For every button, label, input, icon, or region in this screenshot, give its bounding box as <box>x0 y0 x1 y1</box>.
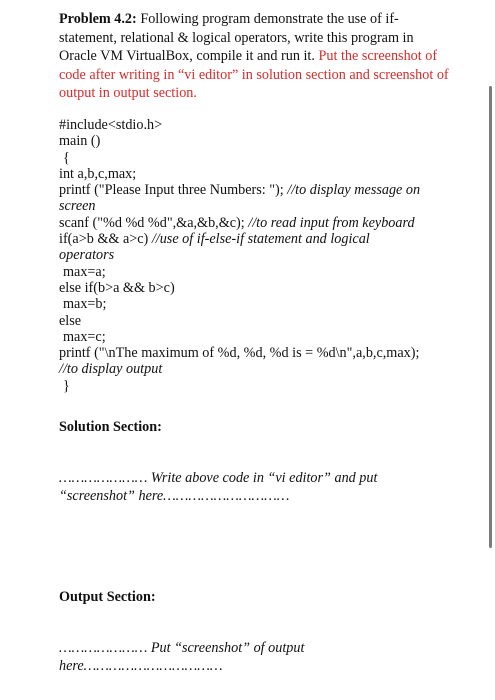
vertical-scrollbar[interactable] <box>489 86 492 548</box>
code-line-printf-result: printf ("\nThe maximum of %d, %d, %d is = %d\n",a,b,c,max); <box>59 345 420 362</box>
problem-statement <box>59 10 453 103</box>
code-line-include: #include<stdio.h> <box>59 117 163 133</box>
code-comment: //to display message on <box>287 182 421 199</box>
solution-heading: Solution Section: <box>59 419 162 435</box>
output-placeholder: ………………… Put “screenshot” of output here…………………………… <box>59 640 305 674</box>
code-line-open-brace: { <box>63 149 70 166</box>
problem-title: Problem 4.2: <box>59 11 137 27</box>
solution-placeholder: ………………… Write above code in “vi editor” and put “screenshot” here………………………… <box>59 470 378 504</box>
code-comment: //use of if-else-if statement and logical <box>151 231 370 248</box>
output-heading: Output Section: <box>59 589 156 605</box>
code-line-else-if: else if(b>a && b>c) <box>59 279 175 296</box>
code-line-scanf <box>59 215 449 231</box>
code-listing <box>59 117 449 394</box>
code-comment-continuation: operators <box>59 247 115 264</box>
code-line-max-c: max=c; <box>63 328 106 345</box>
code-line-max-b: max=b; <box>63 296 107 313</box>
problem-text: Following program demonstrate the use of if-statement, relational & logical operators, write this program in Oracle VM VirtualBox, compile it and run it. <box>59 11 414 64</box>
code-text: if(a>b && a>c) <box>59 231 152 248</box>
code-line-printf-prompt <box>59 182 449 198</box>
code-comment-continuation: screen <box>59 198 96 215</box>
code-line-max-a: max=a; <box>63 263 106 280</box>
code-comment-display-output: //to display output <box>59 361 163 378</box>
code-text: scanf ("%d %d %d",&a,&b,&c); <box>59 214 249 231</box>
code-line-else: else <box>59 312 82 329</box>
code-line-main: main () <box>59 133 101 150</box>
problem-instruction: Put the screenshot of code after writing in “vi editor” in solution section and screenshot of output in output section. <box>59 48 449 101</box>
code-line-if <box>59 231 449 247</box>
code-text: printf ("Please Input three Numbers: "); <box>59 182 288 199</box>
code-comment: //to read input from keyboard <box>248 214 415 231</box>
code-line-declaration: int a,b,c,max; <box>59 165 137 182</box>
code-line-close-brace: } <box>63 377 70 394</box>
